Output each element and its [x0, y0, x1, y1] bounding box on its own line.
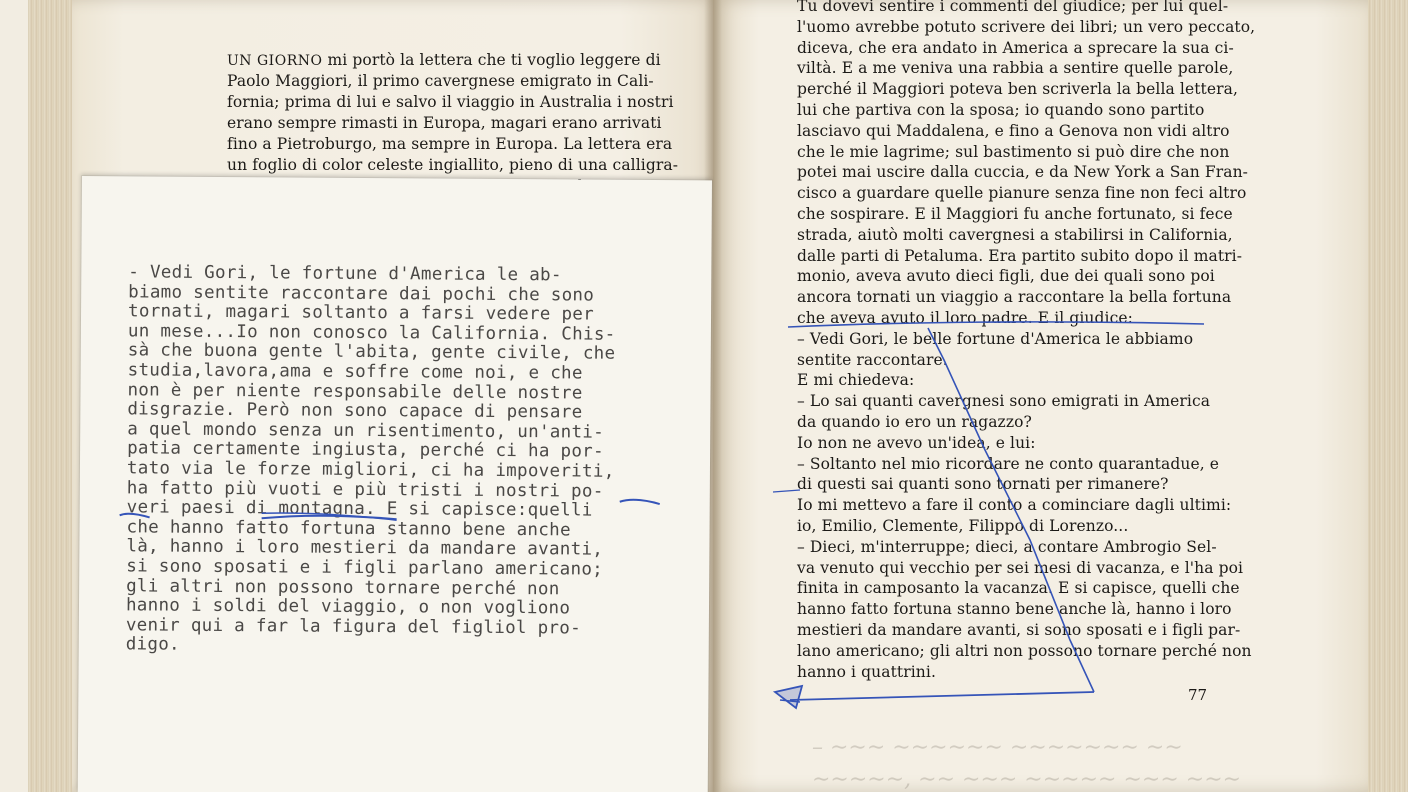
printed-line: l'uomo avrebbe potuto scrivere dei libri; un vero peccato,	[797, 17, 1256, 36]
printed-line: hanno fatto fortuna stanno bene anche là, hanno i loro	[797, 600, 1232, 619]
printed-line: monio, aveva avuto dieci figli, due dei quali sono poi	[797, 267, 1215, 286]
printed-line: Io mi mettevo a fare il conto a cominciare dagli ultimi:	[797, 496, 1232, 515]
printed-line: hanno i quattrini.	[797, 662, 936, 681]
typed-line: che hanno fatto fortuna stanno bene anche	[126, 517, 571, 541]
left-page-edges	[28, 0, 72, 792]
printed-line: strada, aiutò molti cavergnesi a stabilirsi in California,	[797, 225, 1233, 244]
typed-line: patia certamente ingiusta, perché ci ha por-	[127, 438, 604, 463]
typed-line: tato via le forze migliori, ci ha impoveriti,	[126, 458, 615, 482]
typed-line: studia,lavora,ama e soffre come noi, e che	[127, 360, 583, 384]
printed-line: sentite raccontare.	[797, 350, 948, 369]
printed-line: potei mai uscire dalla cuccia, e da New York a San Fran-	[797, 163, 1248, 182]
printed-line: – Dieci, m'interruppe; dieci, a contare Ambrogio Sel-	[797, 537, 1217, 556]
printed-line: fornia; prima di lui e salvo il viaggio in Australia i nostri	[227, 93, 674, 111]
typed-line: digo.	[125, 634, 180, 656]
small-caps-lead: UN GIORNO	[227, 53, 323, 69]
printed-line: – Soltanto nel mio ricordare ne conto quarantadue, e	[797, 454, 1220, 473]
typed-line: sà che buona gente l'abita, gente civile, che	[127, 340, 616, 365]
printed-line: – Lo sai quanti cavergnesi sono emigrati in America	[797, 392, 1211, 411]
typed-line: ha fatto più vuoti e più tristi i nostri po-	[126, 477, 604, 502]
printed-line: un foglio di color celeste ingiallito, pieno di una calligra-	[227, 156, 679, 174]
printed-line: E mi chiedeva:	[797, 371, 915, 390]
printed-line: UN GIORNO mi portò la lettera che ti voglio leggere di	[227, 51, 661, 69]
typed-line: disgrazie. Però non sono capace di pensare	[127, 399, 583, 423]
page-number: 77	[1188, 686, 1208, 704]
printed-line: io, Emilio, Clemente, Filippo di Lorenzo...	[797, 517, 1129, 535]
printed-line: Io non ne avevo un'idea, e lui:	[797, 433, 1036, 452]
typewritten-sheet	[78, 176, 712, 792]
printed-line: lasciavo qui Maddalena, e fino a Genova non vidi altro	[797, 121, 1230, 140]
printed-line: cisco a guardare quelle pianure senza fine non feci altro	[797, 184, 1247, 203]
printed-line: che aveva avuto il loro padre. E il giudice:	[797, 309, 1133, 327]
typed-line: si sono sposati e i figli parlano americano;	[126, 556, 604, 580]
printed-line: mestieri da mandare avanti, si sono sposati e i figli par-	[797, 621, 1241, 639]
printed-line: viltà. E a me veniva una rabbia a sentire quelle parole,	[797, 59, 1234, 78]
printed-line: che sospirare. E il Maggiori fu anche fortunato, si fece	[797, 205, 1233, 223]
typed-line: hanno i soldi del viaggio, o non vogliono	[125, 595, 571, 619]
printed-line: fino a Pietroburgo, ma sempre in Europa. La lettera era	[227, 135, 673, 153]
faint-handwriting-bleedthrough: – ∼∼∼ ∼∼∼∼∼∼ ∼∼∼∼∼∼∼ ∼∼ ∼∼∼∼∼, ∼∼ ∼∼∼ ∼∼∼∼∼ ∼∼∼ ∼∼∼	[812, 735, 1242, 792]
printed-line: va venuto qui vecchio per sei mesi di vacanza, e l'ha poi	[797, 558, 1244, 577]
right-page-edges	[1368, 0, 1408, 792]
typed-line: un mese...Io non conosco la California. Chis-	[127, 321, 616, 345]
typed-line: venir qui a far la figura del figliol pro-	[125, 615, 582, 639]
printed-line: da quando io ero un ragazzo?	[797, 413, 1032, 431]
printed-line: diceva, che era andato in America a sprecare la sua ci-	[797, 38, 1234, 57]
typed-line: veri paesi di montagna. E si capisce:quelli	[126, 497, 593, 521]
printed-line: Tu dovevi sentire i commenti del giudice; per lui quel-	[797, 0, 1229, 15]
printed-line: di questi sai quanti sono tornati per rimanere?	[797, 475, 1169, 494]
typed-line: non è per niente responsabile delle nostre	[127, 379, 583, 404]
printed-line: perché il Maggiori poteva ben scriverla la bella lettera,	[797, 80, 1239, 99]
typed-line: là, hanno i loro mestieri da mandare avanti,	[126, 536, 604, 561]
typed-line: a quel mondo senza un risentimento, un'anti-	[127, 419, 605, 443]
typed-line: biamo sentite raccontare dai pochi che sono	[128, 281, 595, 306]
printed-line: lano americano; gli altri non possono tornare perché non	[797, 641, 1252, 660]
printed-line: – Vedi Gori, le belle fortune d'America le abbiamo	[797, 329, 1194, 348]
printed-line: che le mie lagrime; sul bastimento si può dire che non	[797, 142, 1230, 161]
printed-line: erano sempre rimasti in Europa, magari erano arrivati	[227, 114, 662, 132]
printed-line: Paolo Maggiori, il primo cavergnese emigrato in Cali-	[227, 72, 654, 90]
typed-line: tornati, magari soltanto a farsi vedere per	[127, 301, 595, 325]
typed-line: gli altri non possono tornare perché non	[126, 575, 560, 599]
printed-line: lui che partiva con la sposa; io quando sono partito	[797, 101, 1205, 119]
printed-line: finita in camposanto la vacanza. E si capisce, quelli che	[797, 579, 1240, 598]
typed-ink-strikethrough	[79, 176, 712, 580]
printed-line: ancora tornati un viaggio a raccontare la bella fortuna	[797, 288, 1232, 307]
typed-line: - Vedi Gori, le fortune d'America le ab-	[128, 262, 562, 286]
printed-line: dalle parti di Petaluma. Era partito subito dopo il matri-	[797, 246, 1243, 265]
